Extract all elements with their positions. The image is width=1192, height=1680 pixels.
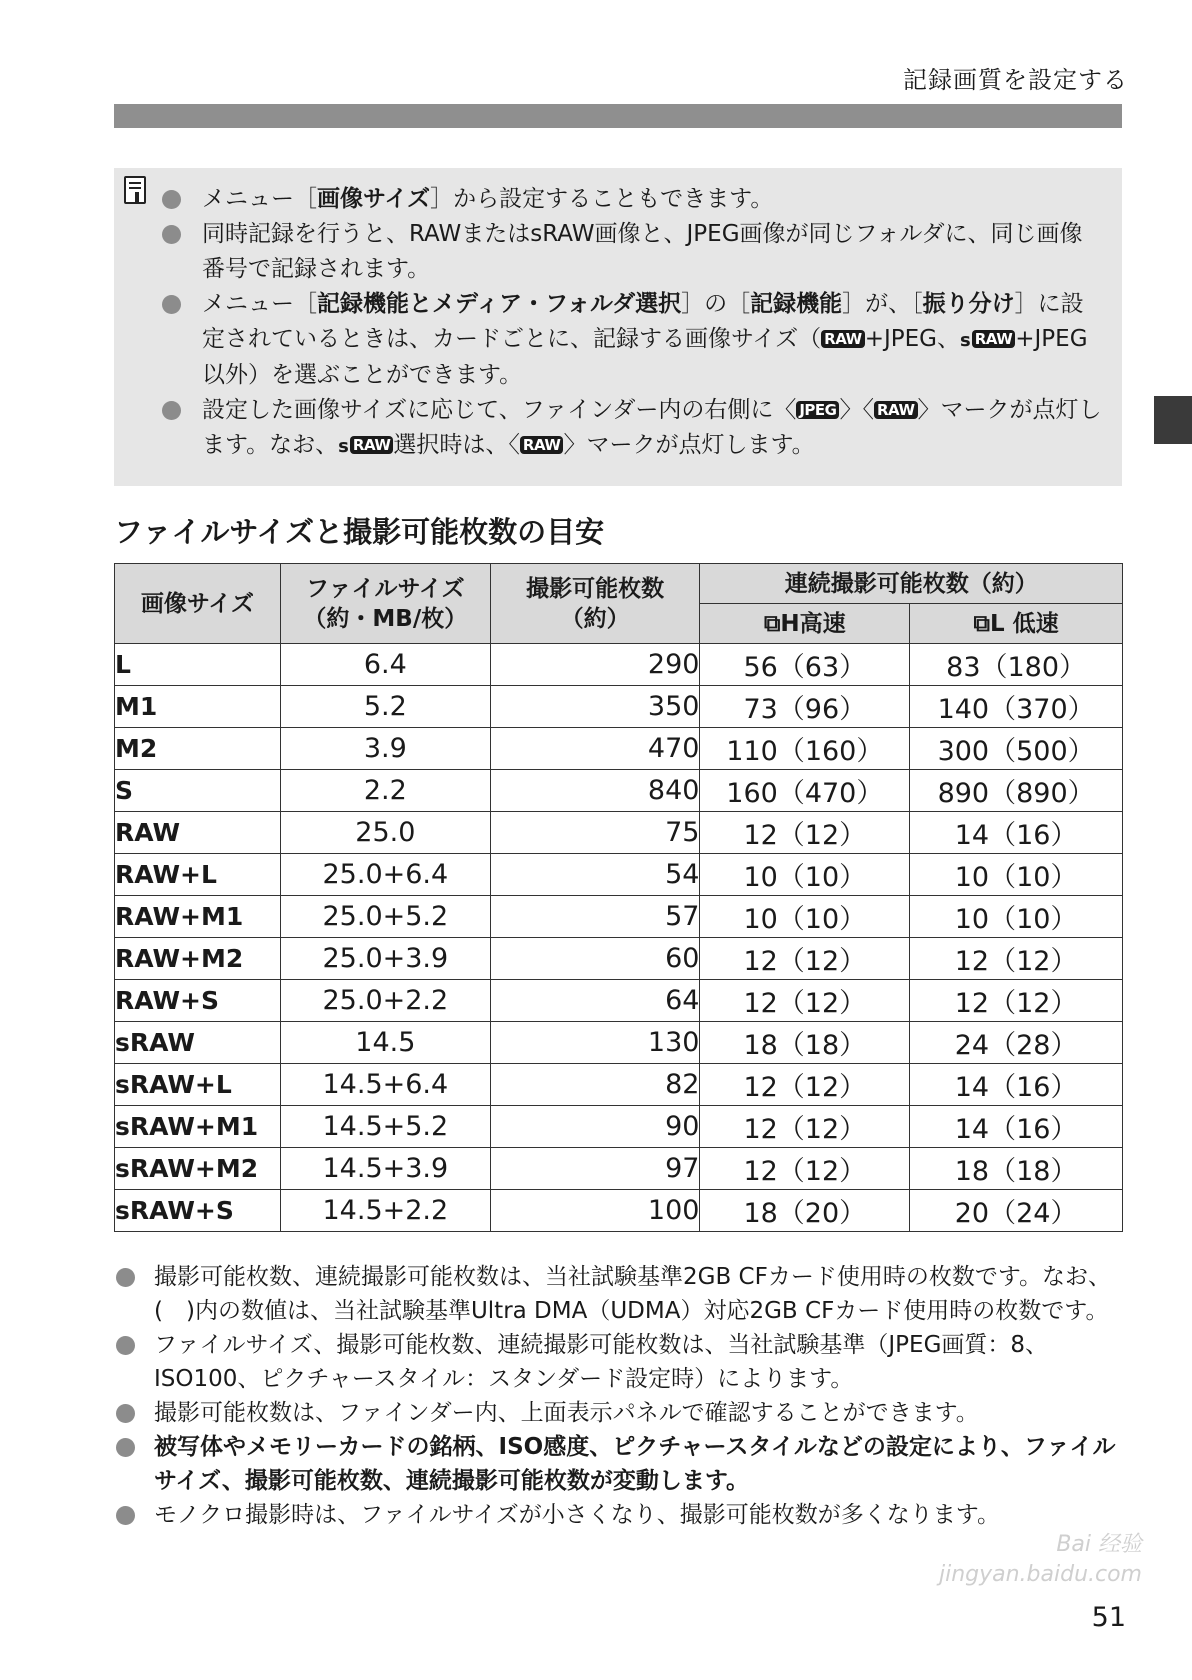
footnote-item: モノクロ撮影時は、ファイルサイズが小さくなり、撮影可能枚数が多くなります。	[154, 1498, 1129, 1532]
note-item-1: メニュー［画像サイズ］から設定することもできます。	[202, 182, 1102, 217]
note-item-3: メニュー［記録機能とメディア・フォルダ選択］の［記録機能］が、［振り分け］に設定されているときは、カードごとに、記録する画像サイズ（ RAW +JPEG、s RAW +JPEG以外）を選ぶことができます。	[202, 287, 1102, 393]
burst-low-cell: 20（24）	[910, 1190, 1123, 1232]
header-burst-low: ⧉L 低速	[910, 604, 1123, 644]
shots-cell: 130	[490, 1022, 700, 1064]
raw-icon: RAW	[520, 436, 564, 454]
shots-cell: 90	[490, 1106, 700, 1148]
table-row	[115, 1064, 1123, 1106]
page-header-title: 記録画質を設定する	[903, 66, 1128, 94]
shots-cell: 64	[490, 980, 700, 1022]
table-row	[115, 1106, 1123, 1148]
burst-high-cell: 10（10）	[700, 854, 910, 896]
shots-cell: 100	[490, 1190, 700, 1232]
size-cell: sRAW+M1	[115, 1106, 281, 1148]
size-cell: sRAW+M2	[115, 1148, 281, 1190]
table-row	[115, 812, 1123, 854]
burst-low-cell: 83（180）	[910, 644, 1123, 686]
table-row	[115, 644, 1123, 686]
file-size-cell: 3.9	[280, 728, 490, 770]
raw-icon: RAW	[821, 330, 865, 348]
table-row	[115, 980, 1123, 1022]
burst-high-cell: 12（12）	[700, 938, 910, 980]
burst-low-cell: 24（28）	[910, 1022, 1123, 1064]
bullet-icon	[162, 295, 181, 314]
shots-cell: 470	[490, 728, 700, 770]
continuous-shooting-icon: ⧉	[763, 610, 781, 637]
file-size-cell: 25.0+3.9	[280, 938, 490, 980]
burst-low-cell: 890（890）	[910, 770, 1123, 812]
footnote-item: ファイルサイズ、撮影可能枚数、連続撮影可能枚数は、当社試験基準（JPEG画質：8、ISO100、ピクチャースタイル：スタンダード設定時）によります。	[154, 1328, 1129, 1396]
bullet-icon	[116, 1268, 135, 1287]
table-row	[115, 1190, 1123, 1232]
file-size-cell: 14.5+5.2	[280, 1106, 490, 1148]
bullet-icon	[116, 1404, 135, 1423]
bullet-icon	[116, 1506, 135, 1525]
section-title: ファイルサイズと撮影可能枚数の目安	[114, 515, 605, 549]
file-size-cell: 25.0	[280, 812, 490, 854]
shots-cell: 60	[490, 938, 700, 980]
note-item-4: 設定した画像サイズに応じて、ファインダー内の右側に〈 JPEG 〉〈 RAW 〉マークが点灯します。なお、s RAW 選択時は、〈 RAW 〉マークが点灯します。	[202, 393, 1102, 464]
file-size-table	[114, 563, 1123, 1232]
shots-cell: 350	[490, 686, 700, 728]
file-size-cell: 14.5	[280, 1022, 490, 1064]
burst-low-cell: 300（500）	[910, 728, 1123, 770]
page-number: 51	[1091, 1602, 1126, 1633]
burst-high-cell: 18（20）	[700, 1190, 910, 1232]
size-cell: M2	[115, 728, 281, 770]
burst-low-cell: 14（16）	[910, 1064, 1123, 1106]
size-cell: RAW+M2	[115, 938, 281, 980]
burst-high-cell: 12（12）	[700, 812, 910, 854]
file-size-cell: 25.0+6.4	[280, 854, 490, 896]
size-cell: S	[115, 770, 281, 812]
burst-high-cell: 18（18）	[700, 1022, 910, 1064]
table-row	[115, 854, 1123, 896]
footnote-item: 被写体やメモリーカードの銘柄、ISO感度、ピクチャースタイルなどの設定により、ファイルサイズ、撮影可能枚数、連続撮影可能枚数が変動します。	[154, 1430, 1129, 1498]
size-cell: RAW	[115, 812, 281, 854]
burst-low-cell: 12（12）	[910, 938, 1123, 980]
bullet-icon	[162, 190, 181, 209]
burst-high-cell: 73（96）	[700, 686, 910, 728]
header-image-size: 画像サイズ	[115, 564, 281, 644]
sraw-icon: RAW	[972, 330, 1016, 348]
burst-high-cell: 160（470）	[700, 770, 910, 812]
table-row	[115, 1148, 1123, 1190]
chapter-side-tab	[1154, 396, 1192, 444]
size-cell: sRAW	[115, 1022, 281, 1064]
file-size-cell: 14.5+2.2	[280, 1190, 490, 1232]
burst-high-cell: 10（10）	[700, 896, 910, 938]
note-item-2: 同時記録を行うと、RAWまたはsRAW画像と、JPEG画像が同じフォルダに、同じ画像番号で記録されます。	[202, 217, 1102, 287]
shots-cell: 290	[490, 644, 700, 686]
bullet-icon	[162, 401, 181, 420]
file-size-cell: 5.2	[280, 686, 490, 728]
size-cell: RAW+M1	[115, 896, 281, 938]
raw-icon: RAW	[874, 401, 918, 419]
footnote-item: 撮影可能枚数、連続撮影可能枚数は、当社試験基準2GB CFカード使用時の枚数です。なお、( )内の数値は、当社試験基準Ultra DMA（UDMA）対応2GB CFカード使用時の枚数です。	[154, 1260, 1129, 1328]
shots-cell: 54	[490, 854, 700, 896]
file-size-cell: 14.5+3.9	[280, 1148, 490, 1190]
shots-cell: 57	[490, 896, 700, 938]
size-cell: sRAW+S	[115, 1190, 281, 1232]
footnote-item: 撮影可能枚数は、ファインダー内、上面表示パネルで確認することができます。	[154, 1396, 1129, 1430]
table-row	[115, 728, 1123, 770]
memo-icon	[124, 176, 146, 204]
burst-high-cell: 12（12）	[700, 1106, 910, 1148]
header-shots: 撮影可能枚数 （約）	[490, 564, 700, 644]
burst-low-cell: 10（10）	[910, 854, 1123, 896]
burst-low-cell: 12（12）	[910, 980, 1123, 1022]
file-size-cell: 25.0+5.2	[280, 896, 490, 938]
header-file-size: ファイルサイズ （約・MB/枚）	[280, 564, 490, 644]
jpeg-icon: JPEG	[796, 401, 839, 419]
bullet-icon	[162, 225, 181, 244]
sraw-icon: RAW	[350, 436, 394, 454]
size-cell: RAW+S	[115, 980, 281, 1022]
table-row	[115, 686, 1123, 728]
shots-cell: 75	[490, 812, 700, 854]
shots-cell: 97	[490, 1148, 700, 1190]
footnotes	[154, 1260, 1129, 1532]
size-cell: L	[115, 644, 281, 686]
file-size-cell: 25.0+2.2	[280, 980, 490, 1022]
bullet-icon	[116, 1438, 135, 1457]
watermark: Bai 经验 jingyan.baidu.com	[938, 1532, 1142, 1587]
bullet-icon	[116, 1336, 135, 1355]
table-row	[115, 770, 1123, 812]
burst-high-cell: 110（160）	[700, 728, 910, 770]
burst-high-cell: 12（12）	[700, 1148, 910, 1190]
burst-low-cell: 18（18）	[910, 1148, 1123, 1190]
size-cell: M1	[115, 686, 281, 728]
size-cell: sRAW+L	[115, 1064, 281, 1106]
header-rule-bar	[114, 104, 1122, 128]
burst-low-cell: 14（16）	[910, 812, 1123, 854]
table-row	[115, 896, 1123, 938]
file-size-cell: 14.5+6.4	[280, 1064, 490, 1106]
table-row	[115, 1022, 1123, 1064]
shots-cell: 82	[490, 1064, 700, 1106]
continuous-shooting-icon: ⧉	[973, 610, 990, 637]
file-size-cell: 2.2	[280, 770, 490, 812]
burst-high-cell: 12（12）	[700, 980, 910, 1022]
burst-low-cell: 14（16）	[910, 1106, 1123, 1148]
shots-cell: 840	[490, 770, 700, 812]
size-cell: RAW+L	[115, 854, 281, 896]
burst-low-cell: 140（370）	[910, 686, 1123, 728]
header-burst-high: ⧉H高速	[700, 604, 910, 644]
table-row	[115, 938, 1123, 980]
header-burst: 連続撮影可能枚数（約）	[700, 564, 1123, 604]
note-box	[114, 168, 1122, 486]
file-size-cell: 6.4	[280, 644, 490, 686]
burst-high-cell: 56（63）	[700, 644, 910, 686]
burst-high-cell: 12（12）	[700, 1064, 910, 1106]
burst-low-cell: 10（10）	[910, 896, 1123, 938]
